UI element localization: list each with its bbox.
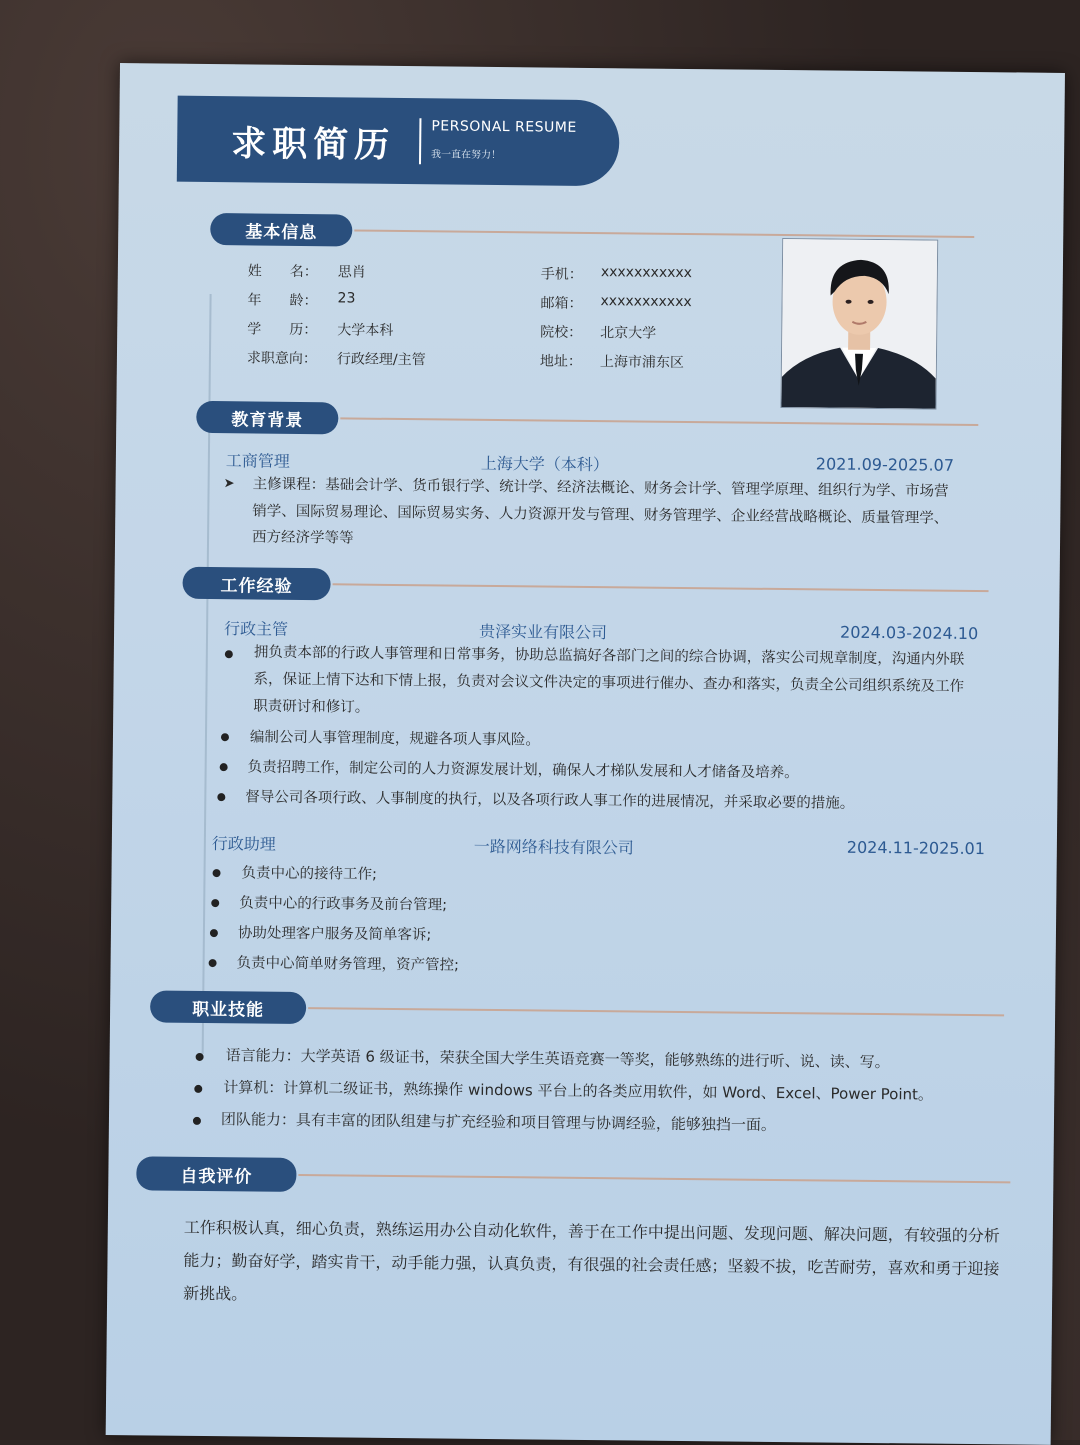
field-value-address: 上海市浦东区 [599, 354, 684, 371]
field-label-school: 院校： [540, 324, 583, 341]
profile-photo-illustration [781, 239, 937, 409]
field-label-phone: 手机： [540, 266, 583, 283]
skill-item: 语言能力：大学英语 6 级证书，荣获全国大学生英语竞赛一等奖，能够熟练的进行听、说、读、写。 [225, 1046, 890, 1072]
field-value-name: 思肖 [337, 264, 366, 281]
section-work-experience: 工作经验 [182, 567, 330, 601]
job-duty: 督导公司各项行政、人事制度的执行，以及各项行政人事工作的进展情况，并采取必要的措施。 [245, 789, 855, 812]
section-divider [308, 1007, 1004, 1016]
job-duty: 拥负责本部的行政人事管理和日常事务，协助总监搞好各部门之间的综合协调，落实公司规章制度，沟通内外联系，保证上情下达和下情上报，负责对会议文件决定的事项进行催办、查办和落实，负责全公司组织系统及工作职责研讨和修订。 [253, 644, 965, 716]
skill-item: 计算机：计算机二级证书，熟练操作 windows 平台上的各类应用软件，如 Word、Excel、Power Point。 [223, 1078, 934, 1104]
section-education: 教育背景 [196, 401, 338, 434]
job-duty: 负责中心简单财务管理，资产管控; [236, 955, 460, 974]
field-value-objective: 行政经理/主管 [336, 351, 426, 369]
bullet-dot-icon [213, 869, 221, 877]
bullet-dot-icon [220, 763, 228, 771]
field-label-email: 邮箱： [540, 295, 583, 312]
job-duty: 负责招聘工作，制定公司的人力资源发展计划，确保人才梯队发展和人才储备及培养。 [247, 759, 799, 782]
field-value-phone: xxxxxxxxxxx [600, 264, 693, 282]
resume-slogan: 我一直在努力！ [431, 149, 502, 162]
job-duty: 编制公司人事管理制度，规避各项人事风险。 [249, 729, 541, 749]
section-divider [354, 230, 974, 238]
job-company-2: 一路网络科技有限公司 [473, 836, 634, 858]
bullet-dot-icon [211, 899, 219, 907]
field-value-school: 北京大学 [600, 325, 657, 342]
field-label-address: 地址： [539, 353, 583, 370]
field-label-age: 年 龄： [247, 292, 318, 310]
job-duty: 负责中心的接待工作; [241, 865, 378, 883]
field-label-education: 学 历： [247, 321, 318, 339]
section-divider [340, 417, 978, 426]
job-dates-1: 2024.03-2024.10 [840, 622, 979, 644]
section-basic-info: 基本信息 [210, 213, 352, 246]
resume-paper [106, 63, 1065, 1445]
education-school: 上海大学（本科） [480, 453, 609, 475]
profile-photo [780, 238, 938, 410]
arrow-bullet-icon: ➤ [223, 476, 235, 492]
bullet-dot-icon [221, 733, 229, 741]
job-dates-2: 2024.11-2025.01 [846, 837, 986, 859]
education-major: 工商管理 [225, 451, 290, 471]
section-divider [333, 583, 989, 592]
bullet-dot-icon [210, 929, 218, 937]
bullet-dot-icon [193, 1117, 201, 1125]
education-dates: 2021.09-2025.07 [815, 454, 955, 475]
skill-item: 团队能力：具有丰富的团队组建与扩充经验和项目管理与协调经验，能够独挡一面。 [220, 1110, 777, 1134]
bullet-dot-icon [194, 1085, 202, 1093]
job-duty: 协助处理客户服务及简单客诉; [237, 925, 432, 944]
education-courses: 主修课程：基础会计学、货币银行学、统计学、经济法概论、财务会计学、管理学原理、组织行为学、市场营销学、国际贸易理论、国际贸易实务、人力资源开发与管理、财务管理学、企业经营战略概论、质量管理学、西方经济学等等 [251, 476, 949, 547]
section-skills: 职业技能 [150, 990, 306, 1024]
job-company-1: 贵泽实业有限公司 [478, 621, 608, 643]
field-value-age: 23 [337, 290, 356, 307]
section-divider [298, 1174, 1010, 1183]
bullet-dot-icon [196, 1053, 204, 1061]
bullet-dot-icon [217, 793, 225, 801]
section-self-evaluation: 自我评价 [136, 1156, 296, 1192]
field-label-objective: 求职意向： [246, 350, 318, 368]
resume-title: 求职简历 [230, 123, 396, 166]
bullet-dot-icon [225, 650, 233, 658]
job-duty: 负责中心的行政事务及前台管理; [239, 895, 448, 914]
field-value-email: xxxxxxxxxxx [600, 293, 692, 311]
field-label-name: 姓 名： [247, 263, 318, 281]
job-title-1: 行政主管 [224, 619, 289, 639]
resume-subtitle: PERSONAL RESUME [431, 118, 577, 136]
self-evaluation-text: 工作积极认真，细心负责，熟练运用办公自动化软件，善于在工作中提出问题、发现问题、解决问题，有较强的分析能力；勤奋好学，踏实肯干，动手能力强，认真负责，有很强的社会责任感；坚毅不拔，吃苦耐劳，喜欢和勇于迎接新挑战。 [183, 1217, 1000, 1304]
job-title-2: 行政助理 [211, 834, 276, 854]
bullet-dot-icon [209, 959, 217, 967]
field-value-education: 大学本科 [337, 322, 394, 339]
